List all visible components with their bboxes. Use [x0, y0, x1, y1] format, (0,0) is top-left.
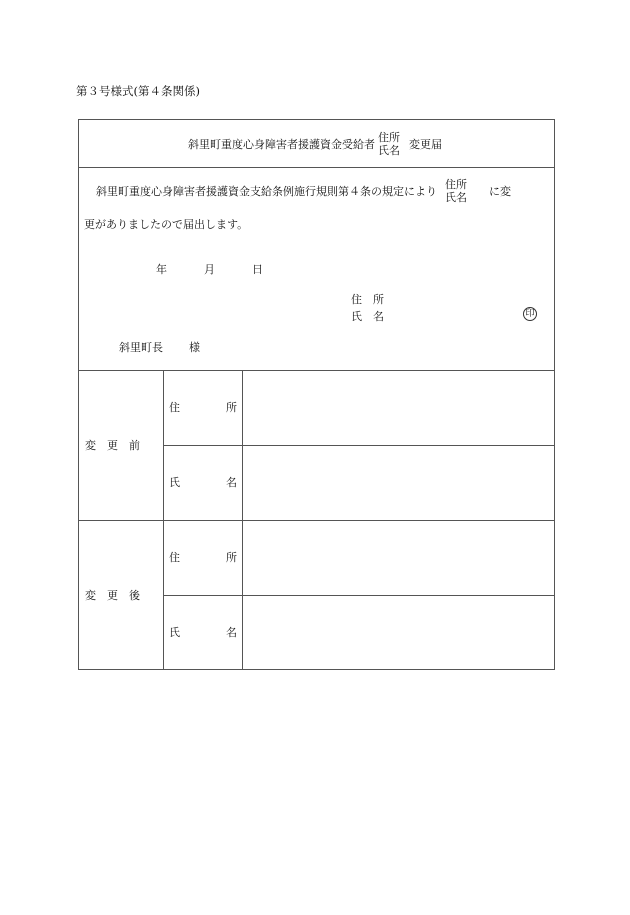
seal-mark: 印 [523, 307, 537, 321]
before-name-label-right: 名 [226, 476, 237, 489]
title-divider [78, 167, 555, 168]
before-name-field[interactable] [243, 446, 554, 519]
title-address-word: 住所 [378, 131, 400, 144]
before-address-field[interactable] [243, 371, 554, 444]
before-name-label-left: 氏 [169, 476, 180, 489]
after-name-field[interactable] [243, 596, 554, 669]
body-line-1 [96, 179, 511, 204]
before-change-label: 変 更 前 [85, 439, 140, 452]
applicant-address-label: 住 所 [351, 293, 384, 306]
body-line1-suffix: に変 [489, 185, 511, 199]
form-title [188, 132, 442, 157]
addressee-honorific: 様 [189, 341, 200, 354]
after-address-label-left: 住 [169, 551, 180, 564]
form-number: 第３号様式(第４条関係) [76, 84, 200, 98]
after-change-label: 変 更 後 [85, 589, 140, 602]
body-address-word: 住所 [445, 178, 467, 191]
body-line-2: 更がありましたので届出します。 [84, 218, 249, 231]
title-prefix: 斜里町重度心身障害者援護資金受給者 [188, 138, 375, 152]
after-address-field[interactable] [243, 521, 554, 594]
addressee-name: 斜里町長 [119, 341, 163, 354]
date-year-label: 年 [156, 263, 167, 276]
after-name-label-left: 氏 [169, 626, 180, 639]
table-col-divider-1 [163, 370, 164, 670]
before-address-label-left: 住 [169, 401, 180, 414]
date-month-label: 月 [204, 263, 215, 276]
body-name-word: 氏名 [445, 190, 467, 204]
body-line1-prefix: 斜里町重度心身障害者援護資金支給条例施行規則第４条の規定により [96, 185, 437, 199]
title-suffix: 変更届 [409, 138, 442, 152]
title-name-word: 氏名 [378, 143, 400, 157]
title-address-name-stack [378, 132, 400, 157]
after-address-label-right: 所 [226, 551, 237, 564]
before-address-label-right: 所 [226, 401, 237, 414]
body-address-name-stack [445, 179, 467, 204]
date-day-label: 日 [252, 263, 263, 276]
after-name-label-right: 名 [226, 626, 237, 639]
applicant-name-label: 氏 名 [351, 310, 384, 323]
